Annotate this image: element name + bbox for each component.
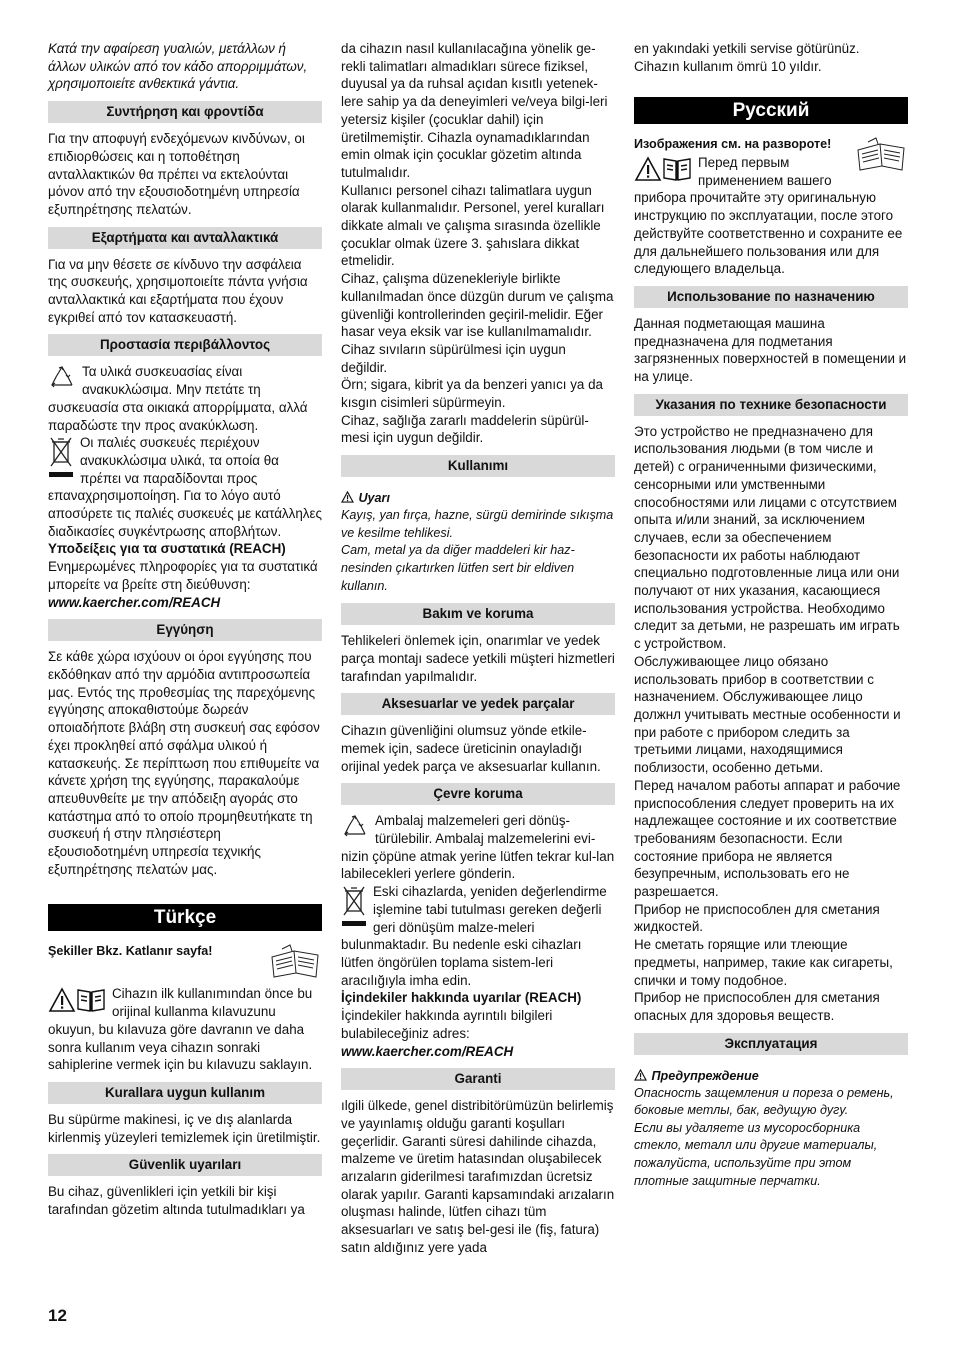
turkish-warning-row	[341, 489, 615, 507]
turkish-warranty-text-cont: en yakındaki yetkili servise götürünüz.	[634, 41, 860, 56]
greek-old-devices-text: Οι παλιές συσκευές περιέχουν ανακυκλώσιμα υλικά, τα οποία θα πρέπει να παραδίδονται προς επαναχρησιμοποίηση. Για το λόγο αυτό αποσύρετε τις παλιές συσκευές με κατάλληλες διαδικασίες συγκέντρωσης αποβλήτων.	[48, 435, 322, 539]
turkish-safety-p1-cont: da cihazın nasıl kullanılacağına yönelik ge-rekli talimatları almadıkları sürece fiziksel, duyusal ya da ruhsal açıdan kısıtlı yetenek-lere sahip ya da deneyimleri ve/veya bilgi-leri yetersiz kişiler (çocuklar dahil) için üretilmemiştir. Cihazla oynamadıklarından emin olmak için çocuklar gözetim altında tutulmalıdır.	[341, 41, 608, 180]
greek-maintenance-heading: Συντήρηση και φροντίδα	[48, 101, 322, 123]
turkish-safety-p6: Cihaz, sağlığa zararlı maddelerin süpürül-mesi için uygun değildir.	[341, 412, 589, 446]
russian-warning-label: Предупреждение	[651, 1068, 759, 1083]
turkish-accessories-heading: Aksesuarlar ve yedek parçalar	[341, 693, 615, 715]
turkish-recycle-text: Ambalaj malzemeleri geri dönüş-türülebilir. Ambalaj malzemelerini evi-nizin çöpüne atmak yerine lütfen tekrar kul-lan labilecekleri yerlere gönderin.	[341, 813, 615, 882]
turkish-warranty-heading: Garanti	[341, 1068, 615, 1090]
turkish-warning-label: Uyarı	[358, 491, 390, 506]
turkish-intro-block	[48, 985, 322, 1074]
turkish-warning-2: Cam, metal ya da diğer maddeleri kir haz-nesinden çıkartırken lütfen sert bir eldiven kullanın.	[341, 543, 575, 593]
turkish-proper-use-heading: Kurallara uygun kullanım	[48, 1082, 322, 1104]
greek-accessories-text: Για να μην θέσετε σε κίνδυνο την ασφάλεια της συσκευής, χρησιμοποιείτε πάντα γνήσια ανταλλακτικά και εξαρτήματα που έχουν εγκριθεί από τον κατασκευαστή.	[48, 256, 308, 325]
russian-warning-2: Если вы удаляете из мусоросборника стекло, металл или другие материалы, пожалуйста, используйте при этом плотные защитные перчатки.	[634, 1120, 878, 1188]
recycle-icon	[341, 814, 369, 840]
greek-accessories-heading: Εξαρτήματα και ανταλλακτικά	[48, 227, 322, 249]
turkish-safety-p2: Kullanıcı personel cihazı talimatlara uygun olarak kullanmalıdır. Personel, yerel kuralları dikkate almalı ve çalışma sırasında özellikle çocuklar olmak üzere 3. şahıslara dikkat etmelidir.	[341, 182, 605, 269]
russian-safety-p2: Обслуживающее лицо обязано использовать прибор в соответствии с назначением. Обслуживающее лицо должнл учитывать местные особенности и при работе с прибором следить за третьими лицами, находящимися поблизости, особенно детьми.	[634, 653, 901, 776]
turkish-figures-note: Şekiller Bkz. Katlanır sayfa!	[48, 944, 213, 959]
turkish-intro-text: Cihazın ilk kullanımından önce bu orijinal kullanma kılavuzunu okuyun, bu kılavuza göre davranın ve daha sonra kullanım veya cihazın sonraki sahiplerine vermek için bu kılavuzu saklayın.	[48, 986, 313, 1073]
russian-intro-block	[634, 154, 908, 278]
warning-triangle-icon	[341, 491, 354, 503]
greek-intro: Κατά την αφαίρεση γυαλιών, μετάλλων ή άλλων υλικών από τον κάδο απορριμμάτων, χρησιμοποιείτε ανθεκτικά γάντια.	[48, 41, 308, 92]
greek-recycle-text: Τα υλικά συσκευασίας είναι ανακυκλώσιμα. Μην πετάτε τη συσκευασία στα οικιακά απορρίμματα, αλλά παραδώστε την προς ανακύκλωση.	[48, 364, 308, 433]
russian-operation-heading: Эксплуатация	[634, 1033, 908, 1055]
crossed-bin-icon	[341, 885, 367, 929]
greek-reach-text: Ενημερωμένες πληροφορίες για τα συστατικά μπορείτε να βρείτε στη διεύθυνση:	[48, 559, 318, 592]
turkish-safety-heading: Güvenlik uyarıları	[48, 1154, 322, 1176]
turkish-figures-block	[48, 943, 322, 979]
russian-proper-use-text: Данная подметающая машина предназначена для подметания загрязненных поверхностей в помещении и на улице.	[634, 315, 907, 385]
crossed-bin-icon	[48, 436, 74, 480]
turkish-safety-p3: Cihaz, çalışma düzenekleriyle birlikte kullanılmadan önce düzgün durum ve çalışma güvenliği kontrollerinden geçiril-melidir. Eğer hasar veya eksik var ise kullanılmamalıdır.	[341, 271, 614, 340]
recycle-icon	[48, 365, 76, 391]
warning-triangle-icon	[634, 156, 662, 182]
russian-figures-block	[634, 136, 908, 154]
warning-triangle-icon	[634, 1069, 647, 1081]
russian-warning-1: Опасность защемления и пореза о ремень, боковые метлы, бак, ведущую дугу.	[634, 1085, 894, 1118]
column-1	[48, 40, 322, 1219]
turkish-reach-url[interactable]: www.kaercher.com/REACH	[341, 1043, 514, 1059]
russian-safety-p3: Перед началом работы аппарат и рабочие приспособления следует проверить на их надлежащее состояние и их соответствие требованиям безопасности. Если состояние прибора не является безупречным, использовать его не разрешается.	[634, 777, 901, 900]
russian-safety-p5: Не сметать горящие или тлеющие предметы, например, такие как сигареты, спички и тому подобное.	[634, 937, 893, 988]
russian-safety-p6: Прибор не приспособлен для сметания опасных для здоровья веществ.	[634, 990, 880, 1023]
turkish-old-devices-block	[341, 883, 615, 989]
turkish-accessories-text: Cihazın güvenliğini olumsuz yönde etkile-memek için, sadece üreticinin onayladığı orijinal yedek parça ve aksesuarlar kullanın.	[341, 723, 601, 774]
open-booklet-icon	[268, 943, 322, 979]
russian-warning-row	[634, 1067, 908, 1085]
manual-book-icon	[76, 987, 106, 1013]
turkish-operation-heading: Kullanımı	[341, 455, 615, 477]
turkish-title: Türkçe	[48, 904, 322, 931]
page-number: 12	[48, 1306, 67, 1325]
russian-safety-p1: Это устройство не предназначено для использования людьми (в том числе и детей) с ограниченными физическими, сенсорными или умственными способностями или лицами с отсутствием опыта и/или знаний, за исключением случаев, если за обеспечением безопасности их работы наблюдают специально подготовленные лица или они получают от них указания, касающиеся использования устройства. Необходимо следит за детьми, не разрешать им играть с устройством.	[634, 423, 900, 652]
turkish-recycle-block	[341, 812, 615, 883]
turkish-environment-heading: Çevre koruma	[341, 783, 615, 805]
column-2	[341, 40, 615, 1257]
greek-warranty-heading: Εγγύηση	[48, 619, 322, 641]
greek-maintenance-text: Για την αποφυγή ενδεχόμενων κινδύνων, οι επιδιορθώσεις και η τοποθέτηση ανταλλακτικών θα πρέπει να εκτελούνται μόνον από την εξουσιοδοτημένη υπηρεσία εξυπηρέτησης πελατών.	[48, 131, 305, 217]
manual-book-icon	[662, 156, 692, 182]
russian-figures-note: Изображения см. на развороте!	[634, 137, 832, 152]
russian-intro-text: Перед первым применением вашего прибора прочитайте эту оригинальную инструкцию по эксплуатации, после этого действуйте соответственно и сохраните ее для дальнейшего пользования или для следующего владельца.	[634, 155, 903, 277]
turkish-maintenance-heading: Bakım ve koruma	[341, 603, 615, 625]
russian-proper-use-heading: Использование по назначению	[634, 286, 908, 308]
turkish-safety-p4: Cihaz sıvıların süpürülmesi için uygun değildir.	[341, 341, 566, 375]
turkish-warranty-text: ılgili ülkede, genel distribitörümüzün belirlemiş ve yayınlamış olduğu garanti koşulları geçerlidir. Garanti süresi dahilinde cihazda, malzeme ve üretim hatasından oluşabilecek arızaların giderilmesi tarafımızdan ücretsiz olarak yapılır. Garanti kapsamındaki arızaların oluşması halinde, lütfen cihazı tüm aksesuarları ve satış bel-gesi ile (fiş, fatura) satın aldığınız yere yada	[341, 1098, 615, 1255]
russian-safety-heading: Указания по технике безопасности	[634, 394, 908, 416]
turkish-reach-heading: İçindekiler hakkında uyarılar (REACH)	[341, 990, 582, 1006]
turkish-lifetime: Cihazın kullanım ömrü 10 yıldır.	[634, 58, 822, 74]
column-3	[634, 40, 908, 1190]
greek-reach-heading: Υποδείξεις για τα συστατικά (REACH)	[48, 541, 286, 557]
greek-environment-heading: Προστασία περιβάλλοντος	[48, 334, 322, 356]
turkish-proper-use-text: Bu süpürme makinesi, iç ve dış alanlarda kirlenmiş yüzeyleri temizlemek için üretilmiştir.	[48, 1111, 321, 1145]
warning-manual-icons	[48, 987, 106, 1018]
greek-reach-url[interactable]: www.kaercher.com/REACH	[48, 594, 221, 610]
greek-warranty-text: Σε κάθε χώρα ισχύουν οι όροι εγγύησης που εκδόθηκαν από την αρμόδια αντιπροσωπεία μας. Εντός της προθεσμίας της παρεχόμενης εγγύησης αποκαθιστούμε δωρεάν οποιαδήποτε βλάβη στη συσκευή σας εφόσον έχει προκληθεί από σφάλμα υλικού ή κατασκευής. Σε περίπτωση που επιθυμείτε να κάνετε χρήση της εγγύησης, παρακαλούμε απευθυνθείτε με την απόδειξη αγοράς στο κατάστημα από το οποίο προμηθευτήκατε τη συσκευή ή στην πλησιέστερη εξουσιοδοτημένη υπηρεσία τεχνικής εξυπηρέτησης πελατών μας.	[48, 649, 320, 877]
turkish-safety-p1: Bu cihaz, güvenlikleri için yetkili bir kişi tarafından gözetim altında tutulmadıkları ya	[48, 1184, 305, 1218]
russian-title: Русский	[634, 97, 908, 124]
open-booklet-icon	[854, 136, 908, 172]
turkish-warning-1: Kayış, yan fırça, hazne, sürgü demirinde sıkışma ve kesilme tehlikesi.	[341, 508, 614, 540]
greek-recycle-block	[48, 363, 322, 434]
turkish-maintenance-text: Tehlikeleri önlemek için, onarımlar ve yedek parça montajı sadece yetkili müşteri hizmetleri tarafından yapılmalıdır.	[341, 633, 615, 684]
russian-safety-p4: Прибор не приспособлен для сметания жидкостей.	[634, 901, 880, 935]
turkish-reach-text: İçindekiler hakkında ayrıntılı bilgileri bulabileceğiniz adres:	[341, 1008, 553, 1041]
turkish-safety-p5: Örn; sigara, kibrit ya da benzeri yanıcı ya da kısgın cisimleri süpürmeyin.	[341, 377, 603, 411]
greek-old-devices-block	[48, 434, 322, 540]
warning-manual-icons	[634, 156, 692, 187]
warning-triangle-icon	[48, 987, 76, 1013]
turkish-old-devices-text: Eski cihazlarda, yeniden değerlendirme işlemine tabi tutulması gereken değerli geri dönüşüm malze-meleri bulunmaktadır. Bu nedenle eski cihazları lütfen öngörülen toplama sistem-leri aracılığıyla imha edin.	[341, 884, 607, 988]
